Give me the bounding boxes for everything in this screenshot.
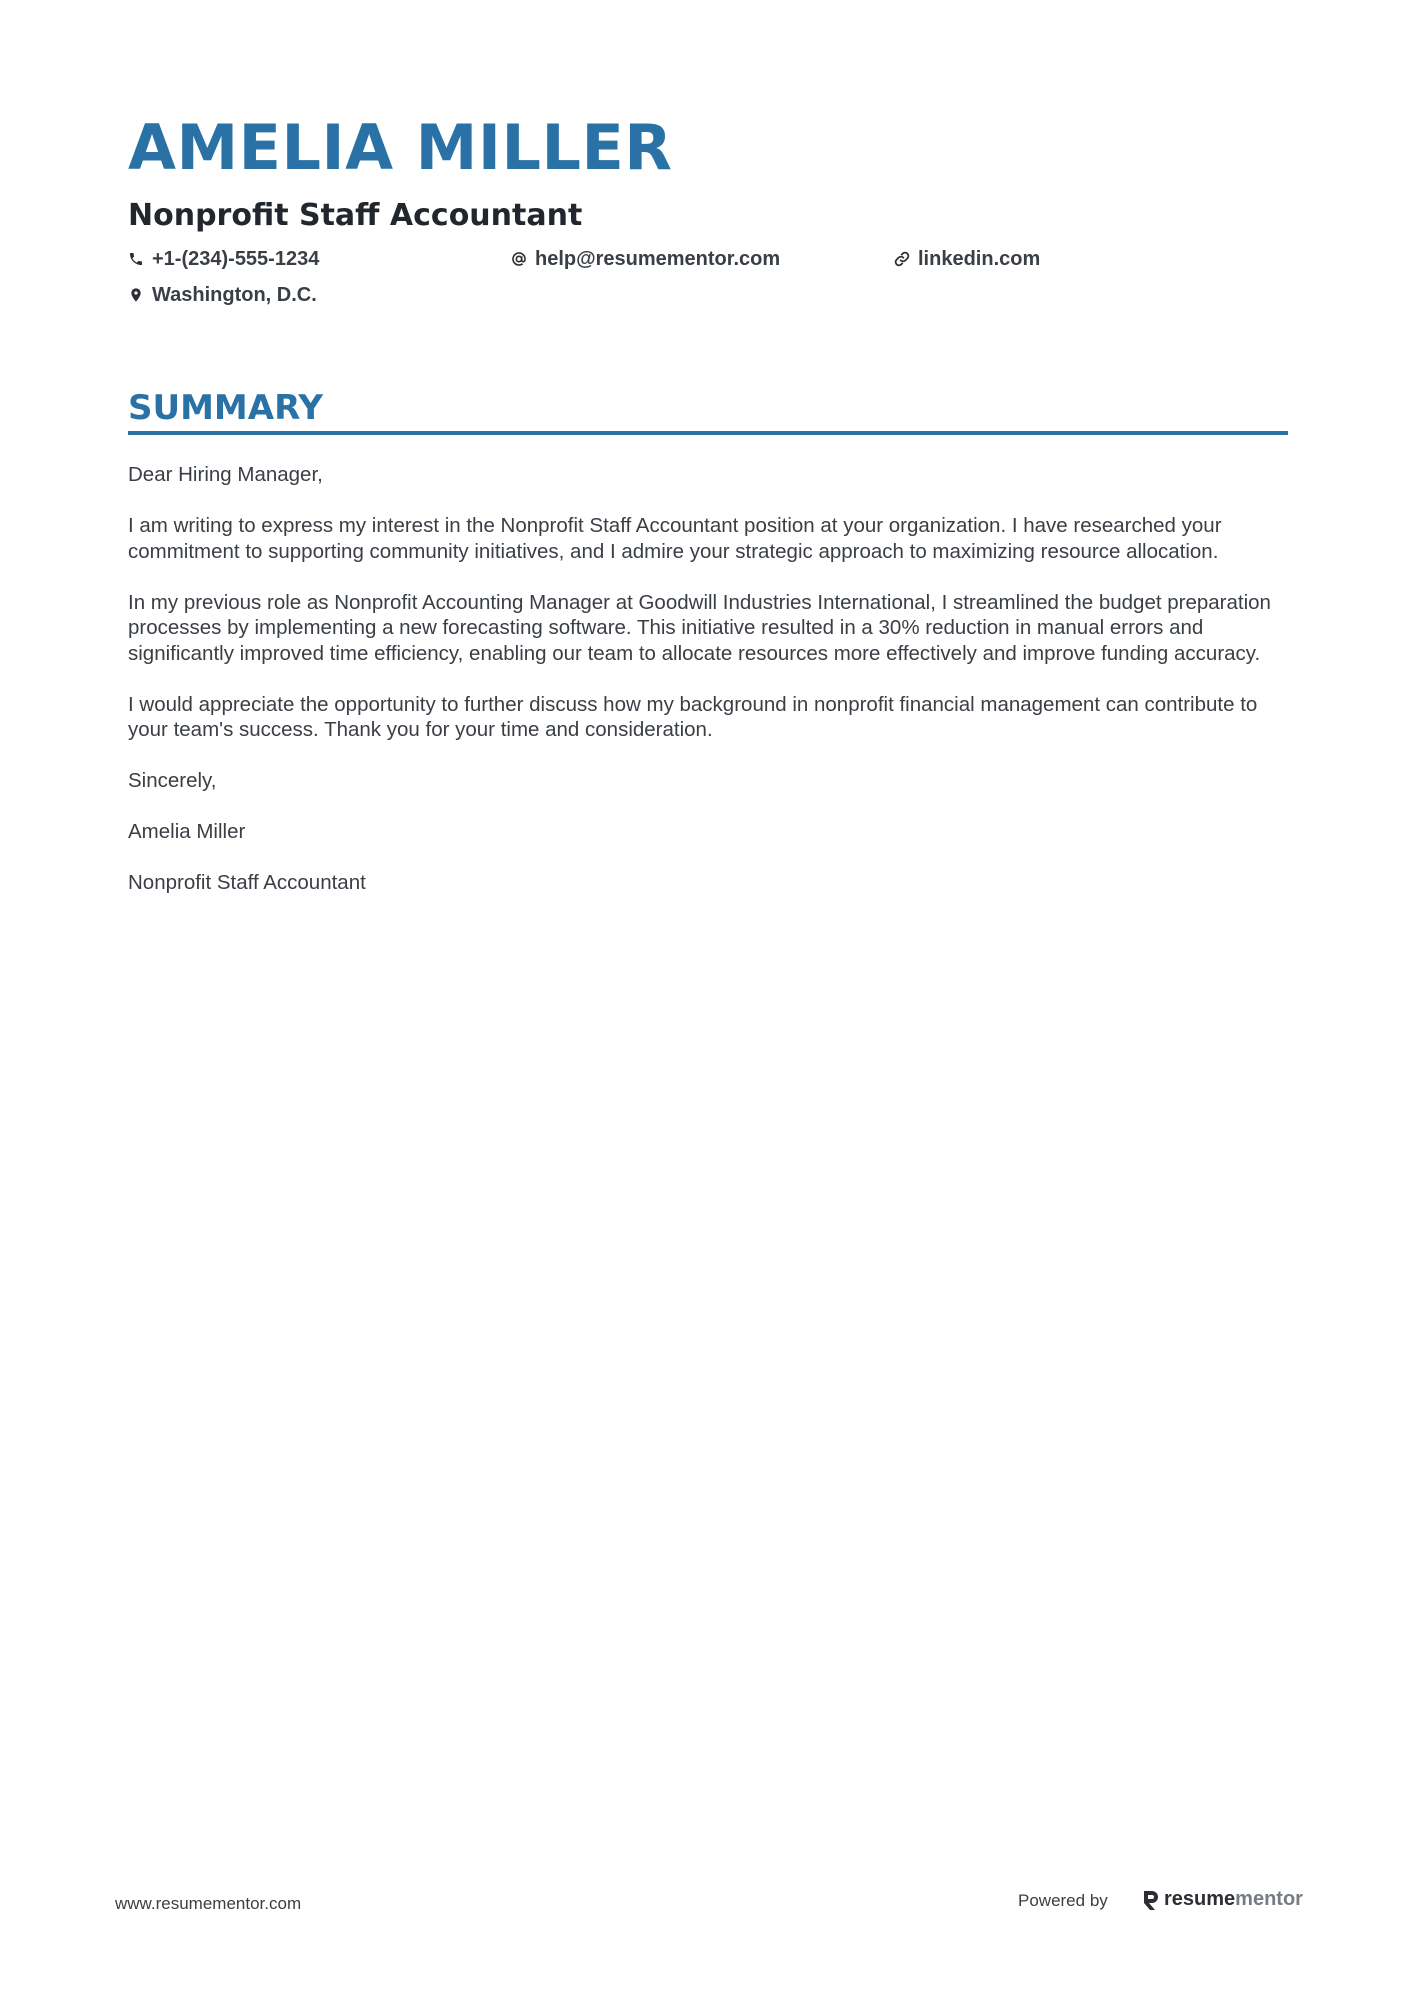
letter-greeting: Dear Hiring Manager, [128, 463, 323, 486]
powered-by-label: Powered by [1018, 1891, 1108, 1910]
cover-letter-body [128, 462, 1293, 921]
contact-email[interactable] [511, 244, 780, 274]
letter-paragraph-3: I would appreciate the opportunity to further discuss how my background in nonprofit financial management can contribute to your team's success. Thank you for your time and consideration. [128, 692, 1258, 741]
phone-text: +1-(234)-555-1234 [152, 247, 320, 270]
resumementor-logo-icon [1142, 1889, 1160, 1911]
letter-paragraph-1: I am writing to express my interest in the Nonprofit Staff Accountant position at your organization. I have researched your commitment to supporting community initiatives, and I admire your strategic approach to maximizing resource allocation. [128, 514, 1222, 563]
email-text: help@resumementor.com [535, 247, 781, 270]
letter-signature-name: Amelia Miller [128, 820, 246, 843]
letter-closing: Sincerely, [128, 769, 217, 792]
contact-location [128, 280, 317, 310]
footer-website-link[interactable]: www.resumementor.com [115, 1894, 302, 1913]
section-divider [128, 431, 1288, 435]
brand-logo[interactable] [1142, 1888, 1303, 1911]
phone-icon [128, 251, 144, 267]
link-text: linkedin.com [918, 247, 1041, 270]
brand-text-mentor: mentor [1235, 1888, 1303, 1910]
link-icon [894, 251, 910, 267]
candidate-name: AMELIA MILLER [128, 111, 673, 184]
at-icon [511, 251, 527, 267]
contact-info [128, 244, 1288, 324]
letter-signature-title: Nonprofit Staff Accountant [128, 871, 366, 894]
contact-link[interactable] [894, 244, 1040, 274]
location-pin-icon [128, 287, 144, 303]
candidate-role: Nonprofit Staff Accountant [128, 198, 583, 233]
brand-text-resume: resume [1164, 1888, 1236, 1910]
contact-phone [128, 244, 319, 274]
header [128, 108, 1288, 324]
letter-paragraph-2: In my previous role as Nonprofit Accounting Manager at Goodwill Industries International, I streamlined the budget preparation processes by implementing a new forecasting software. This initiative resulted in a 30% reduction in manual errors and significantly improved time efficiency, enabling our team to allocate resources more effectively and improve funding accuracy. [128, 590, 1271, 665]
summary-heading: SUMMARY [128, 388, 324, 428]
location-text: Washington, D.C. [152, 283, 317, 306]
